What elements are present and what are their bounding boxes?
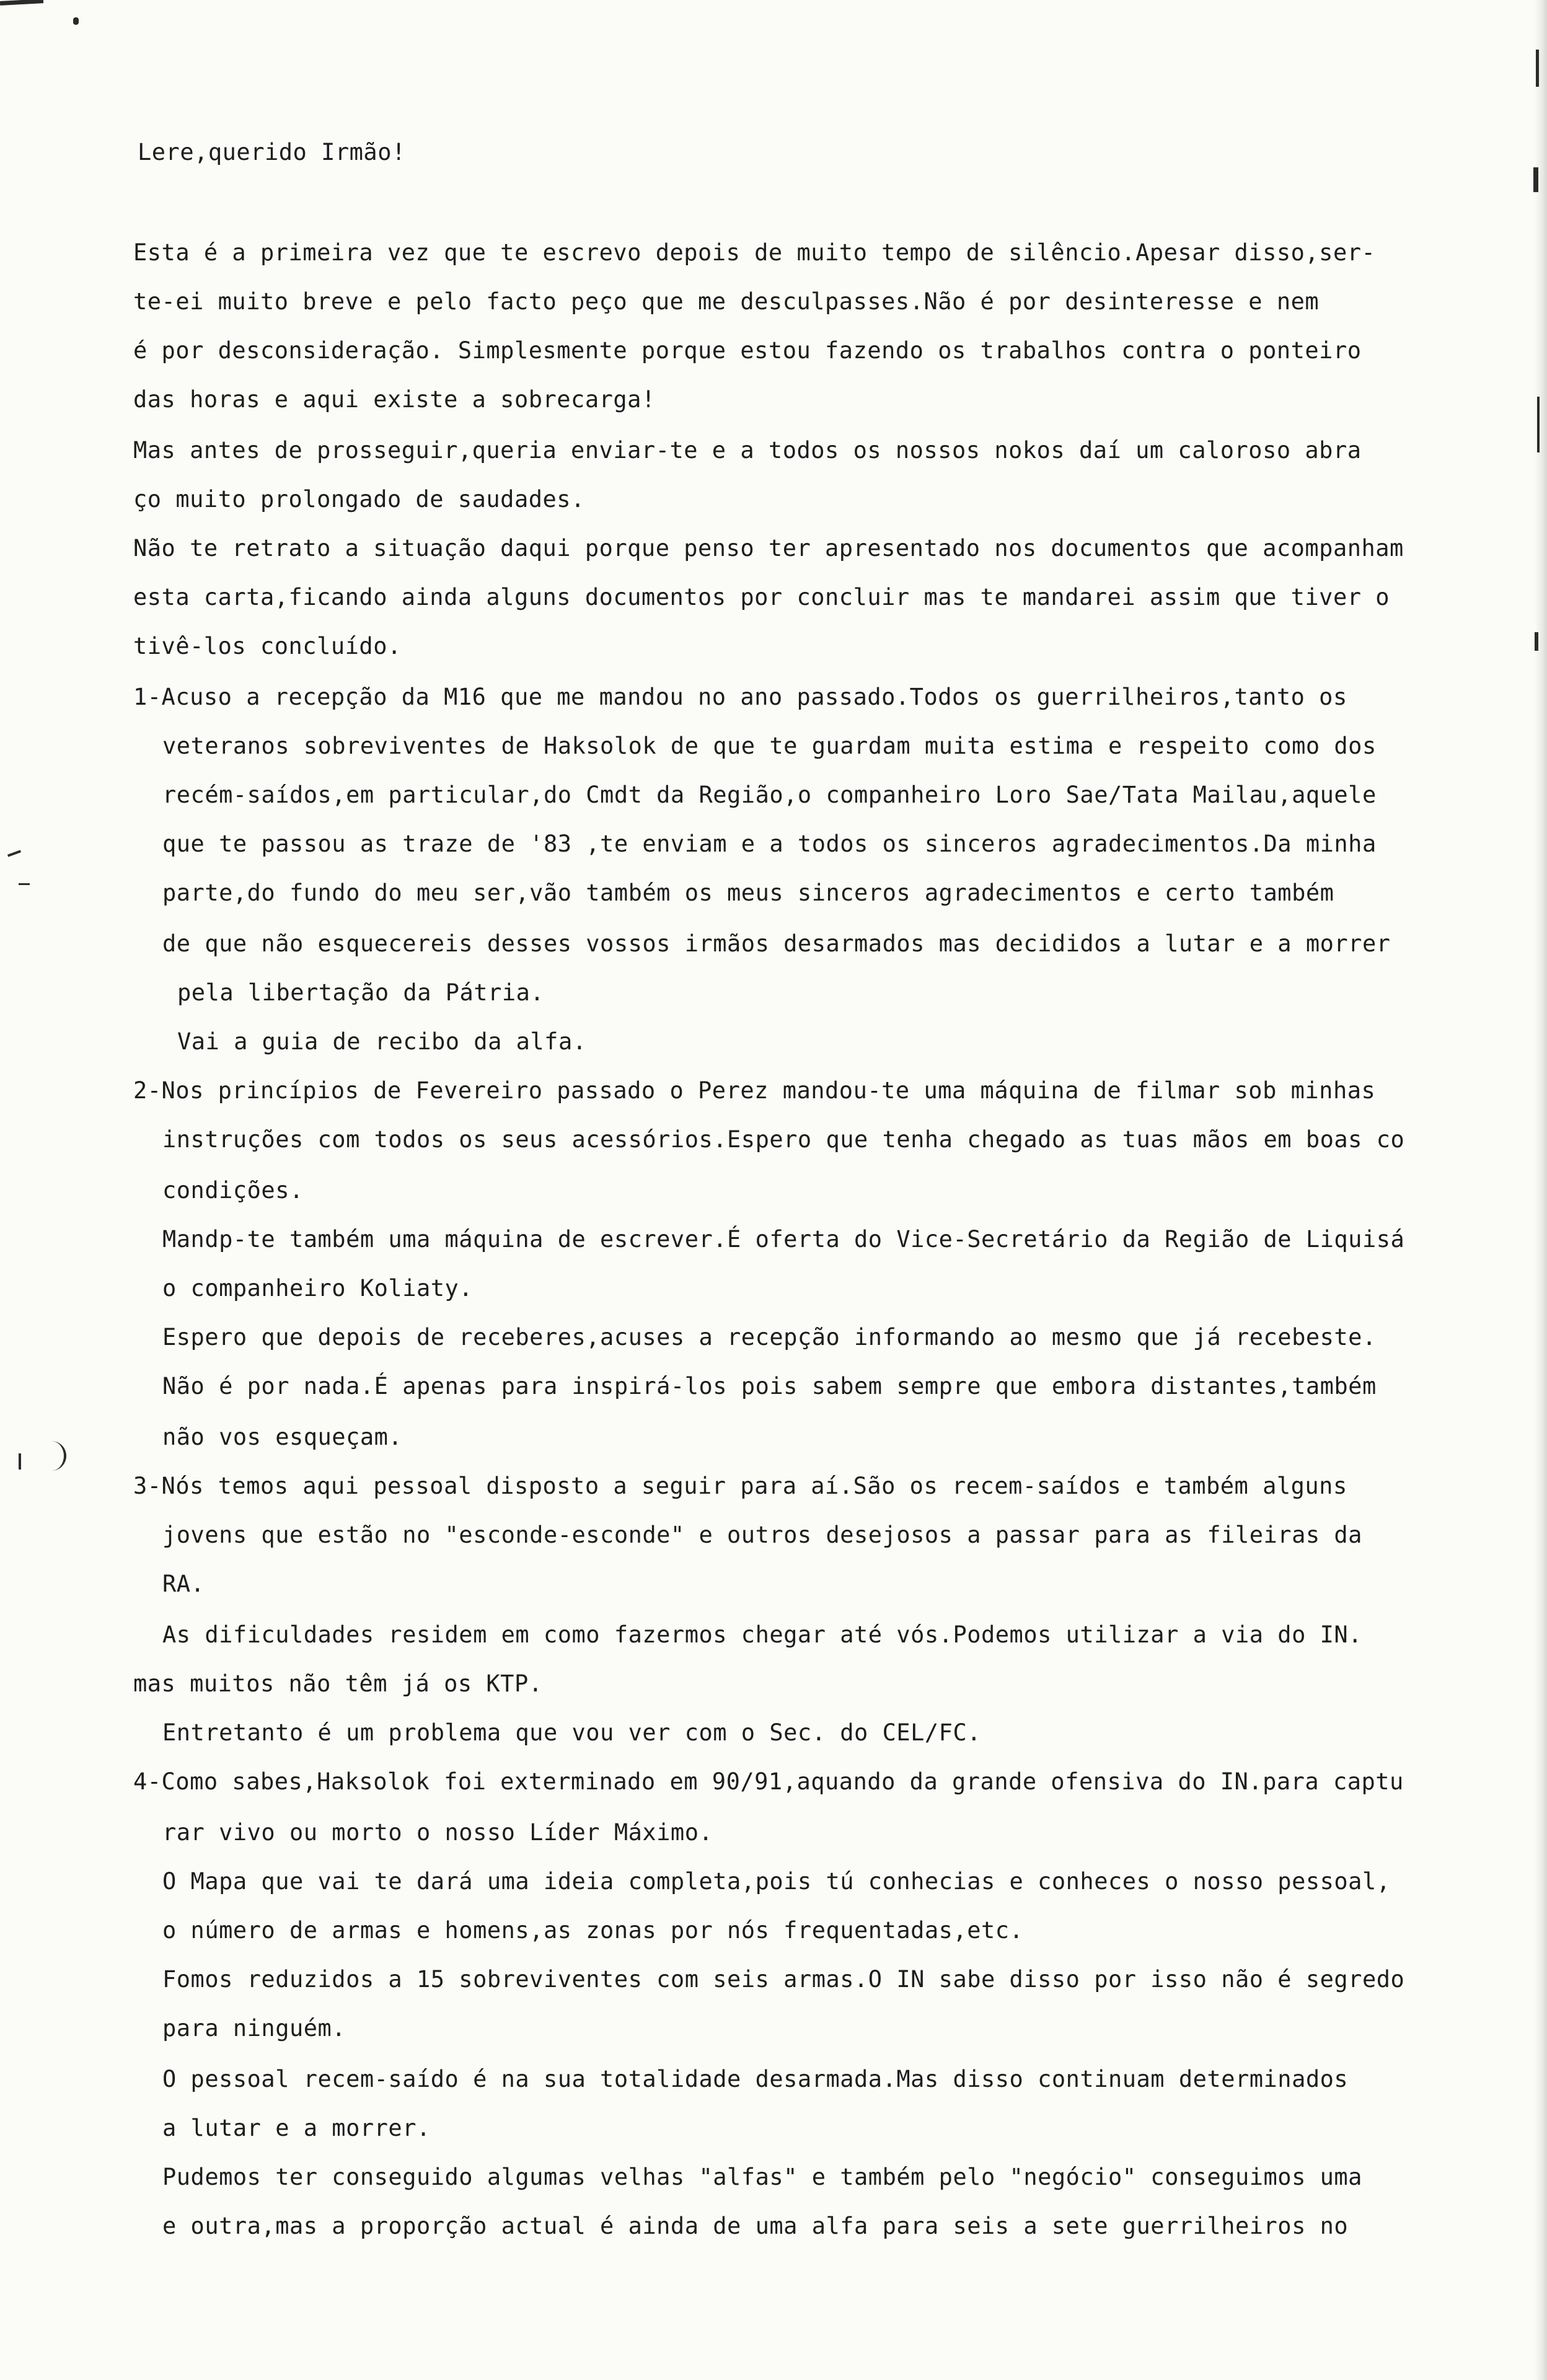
letter-salutation: Lere,querido Irmão! bbox=[138, 139, 406, 165]
letter-line: o companheiro Koliaty. bbox=[162, 1275, 474, 1302]
scan-mark-top-left bbox=[0, 0, 43, 6]
letter-line: 1-Acuso a recepção da M16 que me mandou no ano passado.Todos os guerrilheiros,tanto os bbox=[133, 684, 1347, 710]
letter-line: Não é por nada.É apenas para inspirá-los pois sabem sempre que embora distantes,também bbox=[162, 1373, 1377, 1399]
letter-line: para ninguém. bbox=[162, 2015, 346, 2042]
letter-line: veteranos sobreviventes de Haksolok de que te guardam muita estima e respeito como dos bbox=[162, 733, 1377, 759]
letter-line: Vai a guia de recibo da alfa. bbox=[177, 1028, 587, 1055]
scan-mark-left-bracket bbox=[7, 850, 21, 857]
letter-line: pela libertação da Pátria. bbox=[177, 979, 545, 1006]
letter-line: tivê-los concluído. bbox=[133, 633, 402, 659]
letter-line: o número de armas e homens,as zonas por nós frequentadas,etc. bbox=[162, 1917, 1024, 1944]
letter-line: te-ei muito breve e pelo facto peço que me desculpasses.Não é por desinteresse e nem bbox=[133, 288, 1320, 315]
scan-mark-right-1 bbox=[1536, 50, 1539, 87]
letter-line: Não te retrato a situação daqui porque penso ter apresentado nos documentos que acompanham bbox=[133, 535, 1404, 562]
scan-right-edge bbox=[1535, 0, 1547, 2380]
scan-mark-left-tick bbox=[19, 1453, 21, 1470]
letter-line: recém-saídos,em particular,do Cmdt da Região,o companheiro Loro Sae/Tata Mailau,aquele bbox=[162, 782, 1377, 808]
letter-line: 4-Como sabes,Haksolok foi exterminado em 90/91,aquando da grande ofensiva do IN.para captu bbox=[133, 1768, 1404, 1795]
letter-line: Espero que depois de receberes,acuses a recepção informando ao mesmo que já recebeste. bbox=[162, 1324, 1377, 1351]
letter-line: RA. bbox=[162, 1571, 205, 1597]
letter-line: Entretanto é um problema que vou ver com o Sec. do CEL/FC. bbox=[162, 1719, 982, 1746]
letter-line: condições. bbox=[162, 1177, 304, 1204]
scan-mark-left-curve bbox=[46, 1441, 66, 1471]
letter-line: e outra,mas a proporção actual é ainda de uma alfa para seis a sete guerrilheiros no bbox=[162, 2213, 1349, 2239]
letter-line: ço muito prolongado de saudades. bbox=[133, 486, 585, 513]
letter-line: mas muitos não têm já os KTP. bbox=[133, 1670, 543, 1697]
scan-mark-left-bracket-2 bbox=[19, 883, 30, 885]
letter-line: é por desconsideração. Simplesmente porque estou fazendo os trabalhos contra o ponteiro bbox=[133, 337, 1362, 364]
letter-line: esta carta,ficando ainda alguns documentos por concluir mas te mandarei assim que tiver o bbox=[133, 584, 1390, 610]
letter-line: não vos esqueçam. bbox=[162, 1424, 403, 1450]
letter-line: rar vivo ou morto o nosso Líder Máximo. bbox=[162, 1819, 713, 1846]
letter-line: Mas antes de prosseguir,queria enviar-te e a todos os nossos nokos daí um caloroso abra bbox=[133, 437, 1362, 464]
letter-line: a lutar e a morrer. bbox=[162, 2115, 431, 2141]
letter-line: instruções com todos os seus acessórios.Espero que tenha chegado as tuas mãos em boas co bbox=[162, 1126, 1405, 1153]
letter-line: 3-Nós temos aqui pessoal disposto a seguir para aí.São os recem-saídos e também alguns bbox=[133, 1473, 1347, 1499]
scan-mark-right-2 bbox=[1533, 167, 1538, 192]
letter-line: Mandp-te também uma máquina de escrever.É oferta do Vice-Secretário da Região de Liquisá bbox=[162, 1226, 1405, 1253]
letter-line: As dificuldades residem em como fazermos chegar até vós.Podemos utilizar a via do IN. bbox=[162, 1621, 1362, 1648]
letter-line: parte,do fundo do meu ser,vão também os meus sinceros agradecimentos e certo também bbox=[162, 879, 1334, 906]
letter-line: jovens que estão no "esconde-esconde" e outros desejosos a passar para as fileiras da bbox=[162, 1522, 1362, 1548]
scan-mark-dot bbox=[73, 17, 79, 25]
letter-line: O pessoal recem-saído é na sua totalidade desarmada.Mas disso continuam determinados bbox=[162, 2066, 1349, 2092]
scan-mark-right-4 bbox=[1535, 632, 1538, 651]
scan-mark-right-3 bbox=[1537, 397, 1540, 452]
letter-line: 2-Nos princípios de Fevereiro passado o Perez mandou-te uma máquina de filmar sob minhas bbox=[133, 1077, 1376, 1104]
letter-line: Esta é a primeira vez que te escrevo depois de muito tempo de silêncio.Apesar disso,ser- bbox=[133, 239, 1376, 266]
letter-line: Pudemos ter conseguido algumas velhas "alfas" e também pelo "negócio" conseguimos uma bbox=[162, 2164, 1362, 2190]
letter-line: Fomos reduzidos a 15 sobreviventes com seis armas.O IN sabe disso por isso não é segredo bbox=[162, 1966, 1405, 1993]
letter-line: de que não esquecereis desses vossos irmãos desarmados mas decididos a lutar e a morrer bbox=[162, 930, 1391, 957]
letter-line: que te passou as traze de '83 ,te enviam e a todos os sinceros agradecimentos.Da minha bbox=[162, 831, 1377, 857]
letter-line: O Mapa que vai te dará uma ideia completa,pois tú conhecias e conheces o nosso pessoal, bbox=[162, 1868, 1391, 1895]
letter-line: das horas e aqui existe a sobrecarga! bbox=[133, 386, 656, 413]
